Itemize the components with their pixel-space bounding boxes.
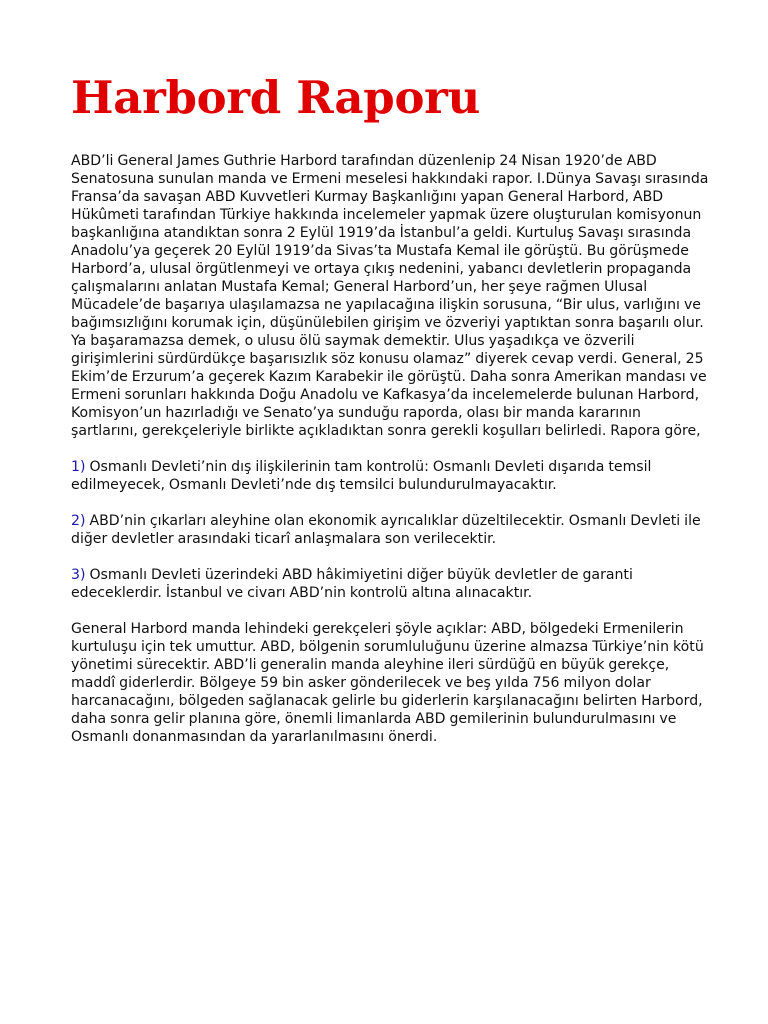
conclusion-paragraph: General Harbord manda lehindeki gerekçeleri şöyle açıklar: ABD, bölgedeki Ermenilerin kurtuluşu için tek umuttur. ABD, bölgenin sorumluluğunu üzerine almazsa Türkiye’nin kötü yönetimi sürecektir. ABD’li generalin manda aleyhine ileri sürdüğü en büyük gerekçe, maddî giderlerdir. Bölgeye 59 bin asker gönderilecek ve beş yılda 756 milyon dolar harcanacağını, bölgeden sağlanacak gelirle bu giderlerin karşılanacağını belirten Harbord, daha sonra gelir planına göre, önemli limanlarda ABD gemilerinin bulundurulmasını ve Osmanlı donanmasından da yararlanılmasını önerdi. [71, 621, 704, 745]
list-item-number: 1) [71, 459, 86, 475]
list-item-number: 3) [71, 567, 86, 583]
list-item-number: 2) [71, 513, 86, 529]
list-item-text: Osmanlı Devleti üzerindeki ABD hâkimiyetini diğer büyük devletler de garanti edeceklerdir. İstanbul ve civarı ABD’nin kontrolü altına alınacaktır. [71, 567, 633, 601]
list-item-text: Osmanlı Devleti’nin dış ilişkilerinin tam kontrolü: Osmanlı Devleti dışarıda temsil edilmeyecek, Osmanlı Devleti’nde dış temsilci bulundurulmayacaktır. [71, 459, 652, 493]
list-item-text: ABD’nin çıkarları aleyhine olan ekonomik ayrıcalıklar düzeltilecektir. Osmanlı Devleti ile diğer devletler arasındaki ticarî anlaşmalara son verilecektir. [71, 513, 701, 547]
document-page [71, 70, 711, 764]
intro-paragraph: ABD’li General James Guthrie Harbord tarafından düzenlenip 24 Nisan 1920’de ABD Senatosuna sunulan manda ve Ermeni meselesi hakkındaki rapor. I.Dünya Savaşı sırasında Fransa’da savaşan ABD Kuvvetleri Kurmay Başkanlığını yapan General Harbord, ABD Hükûmeti tarafından Türkiye hakkında incelemeler yapmak üzere oluşturulan komisyonun başkanlığına atandıktan sonra 2 Eylül 1919’da İstanbul’a geldi. Kurtuluş Savaşı sırasında Anadolu’ya geçerek 20 Eylül 1919’da Sivas’ta Mustafa Kemal ile görüştü. Bu görüşmede Harbord’a, ulusal örgütlenmeyi ve ortaya çıkış nedenini, yabancı devletlerin propaganda çalışmalarını anlatan Mustafa Kemal; General Harbord’un, her şeye rağmen Ulusal Mücadele’de başarıya ulaşılamazsa ne yapılacağına ilişkin sorusuna, “Bir ulus, varlığını ve bağımsızlığını korumak için, düşünülebilen girişim ve özveriyi yaptıktan sonra başarılı olur. Ya başaramazsa demek, o ulusu ölü saymak demektir. Ulus yaşadıkça ve özverili girişimlerini sürdürdükçe başarısızlık söz konusu olamaz” diyerek cevap verdi. General, 25 Ekim’de Erzurum’a geçerek Kazım Karabekir ile görüştü. Daha sonra Amerikan mandası ve Ermeni sorunları hakkında Doğu Anadolu ve Kafkasya’da incelemelerde bulunan Harbord, Komisyon’un hazırladığı ve Senato’ya sunduğu raporda, olası bir manda kararının şartlarını, gerekçeleriyle birlikte açıkladıktan sonra gerekli koşulları belirledi. Rapora göre, [71, 153, 709, 439]
list-item [71, 458, 711, 494]
list-item [71, 512, 711, 548]
document-title: Harbord Raporu [71, 71, 480, 124]
list-item [71, 566, 711, 602]
